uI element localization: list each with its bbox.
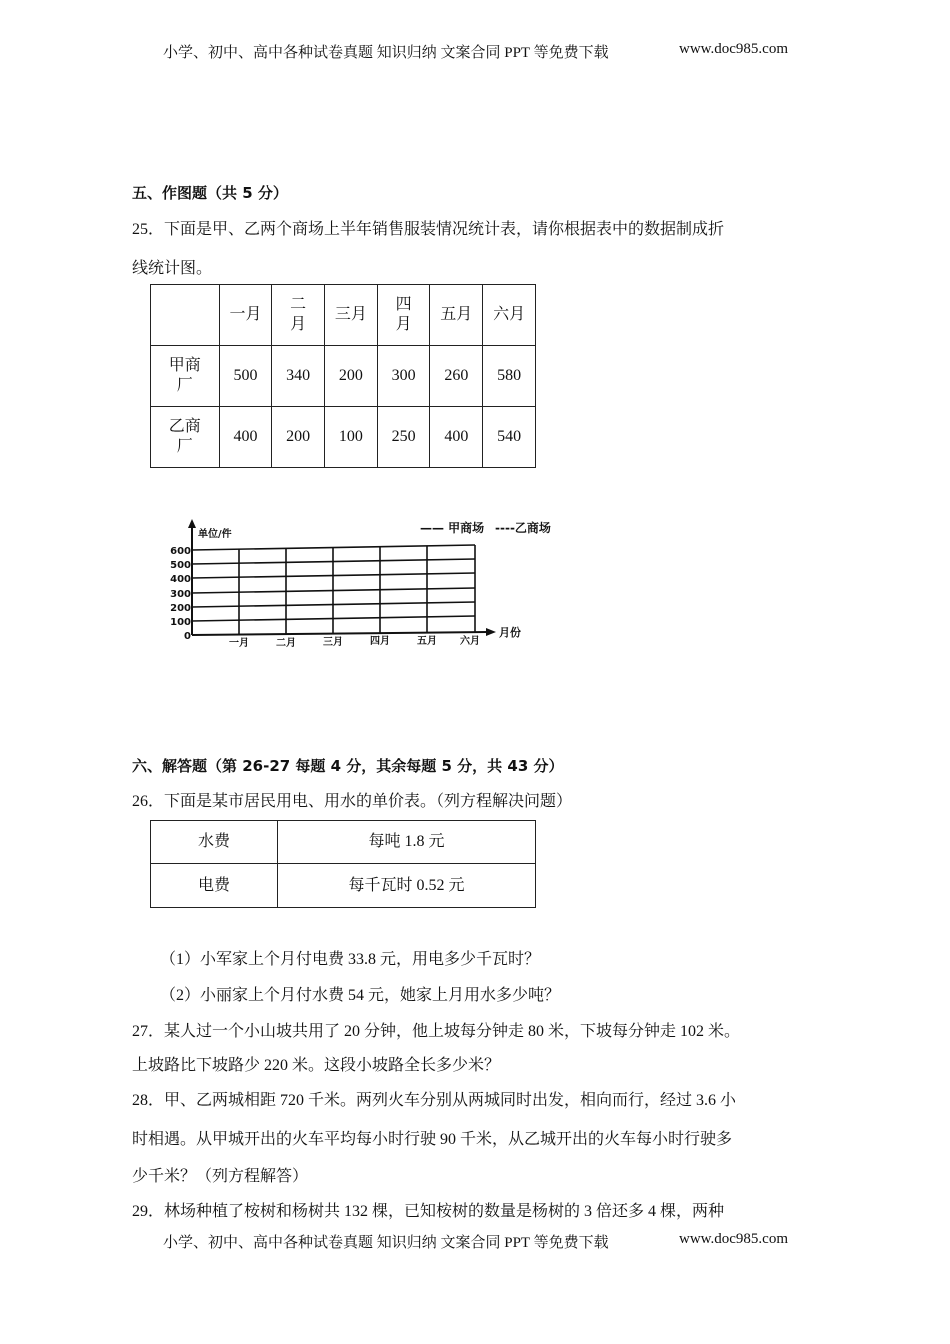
y-tick: 500 (170, 560, 191, 571)
q28-line1: 28．甲、乙两城相距 720 千米。两列火车分别从两城同时出发，相向而行，经过 3.6 小 (132, 1092, 737, 1109)
price-value-water: 每吨 1.8 元 (278, 821, 536, 864)
header-cell-apr (377, 285, 430, 346)
q26-intro: 26．下面是某市居民用电、用水的单价表。（列方程解决问题） (132, 793, 573, 810)
row-label: 甲商厂 (168, 357, 201, 394)
x-tick: 六月 (460, 636, 480, 647)
table-corner-cell (151, 285, 220, 346)
x-tick: 五月 (417, 636, 437, 647)
q26-sub2: （2）小丽家上个月付水费 54 元，她家上月用水多少吨？ (160, 987, 561, 1004)
header-url: www.doc985.com (678, 41, 788, 57)
legend-yi: ----乙商场 (495, 521, 551, 535)
table-cell: 340 (272, 346, 325, 407)
y-tick: 0 (184, 631, 191, 642)
table-cell: 250 (377, 407, 430, 468)
section-6-title: 六、解答题（第 26-27 每题 4 分，其余每题 5 分，共 43 分） (132, 757, 564, 775)
row-label-yi (151, 407, 220, 468)
q29-line1: 29．林场种植了桉树和杨树共 132 棵，已知桉树的数量是杨树的 3 倍还多 4 棵，两种 (132, 1203, 725, 1220)
table-cell: 500 (219, 346, 272, 407)
q27-line1: 27．某人过一个小山坡共用了 20 分钟，他上坡每分钟走 80 米，下坡每分钟走 102 米。 (132, 1023, 741, 1040)
x-tick: 二月 (276, 638, 296, 649)
table-cell: 540 (483, 407, 536, 468)
y-tick: 200 (170, 603, 191, 614)
q28-line2: 时相遇。从甲城开出的火车平均每小时行驶 90 千米，从乙城开出的火车每小时行驶多 (132, 1131, 733, 1148)
table-cell: 200 (272, 407, 325, 468)
table-cell: 400 (430, 407, 483, 468)
row-label: 乙商厂 (168, 418, 201, 455)
x-tick: 一月 (229, 638, 249, 649)
table-cell: 400 (219, 407, 272, 468)
header-label: 一月 (229, 306, 262, 323)
table-row (151, 864, 536, 908)
x-tick: 三月 (323, 637, 343, 648)
x-axis (192, 632, 488, 635)
table-cell: 260 (430, 346, 483, 407)
price-label-water: 水费 (151, 821, 278, 864)
price-value-electricity: 每千瓦时 0.52 元 (278, 864, 536, 908)
table-cell: 100 (325, 407, 378, 468)
header-label: 五月 (440, 306, 473, 323)
header-label: 三月 (334, 306, 367, 323)
header-label: 六月 (493, 306, 526, 323)
header-cell-mar (325, 285, 378, 346)
price-table (150, 820, 536, 908)
section-5-title: 五、作图题（共 5 分） (132, 184, 288, 202)
q27-line2: 上坡路比下坡路少 220 米。这段小坡路全长多少米？ (132, 1057, 501, 1074)
y-tick: 400 (170, 574, 191, 585)
y-axis-arrow-icon (188, 519, 196, 528)
table-row (151, 346, 536, 407)
table-cell: 580 (483, 346, 536, 407)
price-label-electricity: 电费 (151, 864, 278, 908)
header-cell-jan (219, 285, 272, 346)
x-tick-labels (229, 634, 480, 649)
page-header (163, 41, 788, 62)
header-cell-feb (272, 285, 325, 346)
table-cell: 300 (377, 346, 430, 407)
q25-line1: 25．下面是甲、乙两个商场上半年销售服装情况统计表，请你根据表中的数据制成折 (132, 221, 725, 238)
y-axis-unit: 单位/件 (198, 529, 232, 540)
page-footer (163, 1231, 788, 1252)
footer-url: www.doc985.com (678, 1231, 788, 1247)
y-tick: 300 (170, 589, 191, 600)
header-cell-may (430, 285, 483, 346)
sales-table (150, 284, 536, 468)
header-text: 小学、初中、高中各种试卷真题 知识归纳 文案合同 PPT 等免费下载 (163, 45, 609, 61)
header-label: 四月 (395, 296, 412, 333)
y-tick: 100 (170, 617, 191, 628)
x-tick: 四月 (370, 636, 390, 647)
header-cell-jun (483, 285, 536, 346)
x-axis-arrow-icon (486, 628, 496, 636)
sales-table-header-row (151, 285, 536, 346)
q26-sub1: （1）小军家上个月付电费 33.8 元，用电多少千瓦时？ (160, 951, 541, 968)
header-label: 二月 (290, 296, 307, 333)
blank-line-chart (165, 515, 585, 655)
row-label-jia (151, 346, 220, 407)
footer-text: 小学、初中、高中各种试卷真题 知识归纳 文案合同 PPT 等免费下载 (163, 1235, 609, 1251)
legend-jia: —— 甲商场 (420, 521, 485, 535)
q28-line3: 少千米？（列方程解答） (132, 1168, 309, 1185)
x-axis-unit: 月份 (499, 626, 521, 639)
y-tick-labels (170, 546, 191, 642)
y-tick: 600 (170, 546, 191, 557)
q25-line2: 线统计图。 (132, 260, 213, 277)
table-row (151, 821, 536, 864)
table-row (151, 407, 536, 468)
table-cell: 200 (325, 346, 378, 407)
